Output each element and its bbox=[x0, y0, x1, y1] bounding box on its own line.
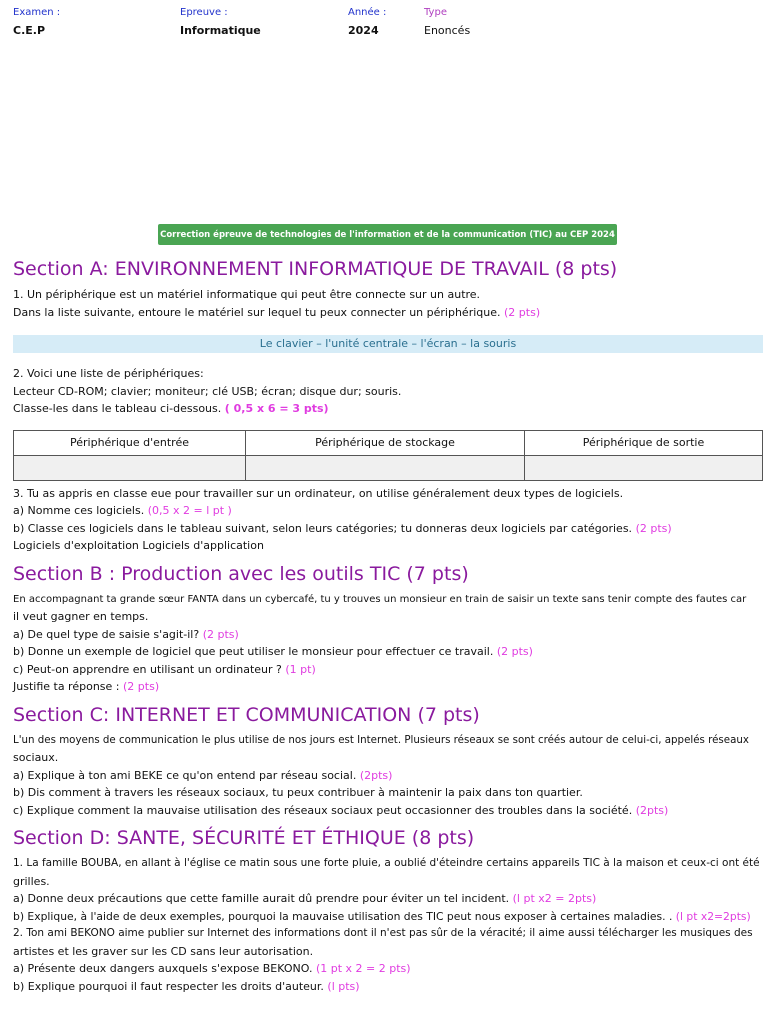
question-line: b) Donne un exemple de logiciel que peut utiliser le monsieur pour effectuer ce travail. bbox=[13, 645, 494, 658]
table-header: Périphérique de stockage bbox=[246, 430, 525, 455]
question-text bbox=[13, 908, 758, 926]
correction-banner-button[interactable]: Correction épreuve de technologies de l'information et de la communication (TIC) au CEP 2024 bbox=[158, 224, 617, 245]
meta-value: C.E.P bbox=[13, 24, 46, 37]
meta-value: 2024 bbox=[348, 24, 379, 37]
question-line: a) Explique à ton ami BEKE ce qu'on entend par réseau social. bbox=[13, 768, 357, 782]
table-row bbox=[14, 455, 763, 480]
section-points: (8 pts) bbox=[554, 258, 618, 280]
question-line: Classe-les dans le tableau ci-dessous. bbox=[13, 402, 222, 415]
question-text: 1. Un périphérique est un matériel informatique qui peut être connecte sur un autre. bbox=[13, 288, 481, 301]
meta-exam bbox=[13, 6, 60, 38]
question-line: Justifie ta réponse : bbox=[13, 680, 120, 693]
question-line: b) Classe ces logiciels dans le tableau suivant, selon leurs catégories; tu donneras deux logiciels par catégories. bbox=[13, 521, 633, 535]
points-label: (2 pts) bbox=[123, 680, 160, 693]
question-text bbox=[13, 520, 758, 538]
question-line: b) Explique pourquoi il faut respecter les droits d'auteur. bbox=[13, 979, 324, 993]
section-d-title bbox=[13, 825, 758, 851]
meta-type bbox=[424, 6, 470, 38]
question-text: sociaux. bbox=[13, 751, 59, 764]
table-header: Périphérique d'entrée bbox=[14, 430, 246, 455]
question-line: c) Explique comment la mauvaise utilisation des réseaux sociaux peut occasionner des troubles dans la société. bbox=[13, 803, 633, 817]
question-line: Dans la liste suivante, entoure le matériel sur lequel tu peux connecter un périphérique. bbox=[13, 305, 501, 319]
points-label: (0,5 x 2 = l pt ) bbox=[147, 504, 232, 517]
device-list-highlight: Le clavier – l'unité centrale – l'écran – la souris bbox=[13, 335, 763, 353]
points-label: (2pts) bbox=[359, 768, 393, 782]
document-meta bbox=[13, 6, 755, 46]
question-text bbox=[13, 767, 758, 785]
question-line: a) Nomme ces logiciels. bbox=[13, 504, 145, 517]
points-label: (2 pts) bbox=[504, 305, 541, 319]
meta-label: Epreuve : bbox=[180, 7, 228, 18]
meta-value: Informatique bbox=[180, 24, 261, 37]
section-points: (7 pts) bbox=[406, 562, 469, 585]
question-text bbox=[13, 890, 758, 908]
question-text: b) Dis comment à travers les réseaux sociaux, tu peux contribuer à maintenir la paix dans ton quartier. bbox=[13, 786, 583, 799]
points-label: (l pt x2=2pts) bbox=[675, 909, 751, 923]
question-line: b) Explique, à l'aide de deux exemples, pourquoi la mauvaise utilisation des TIC peut nous exposer à certaines maladies. . bbox=[13, 909, 673, 923]
section-points: (8 pts) bbox=[411, 827, 475, 849]
section-c-title bbox=[13, 702, 758, 728]
table-header: Périphérique de sortie bbox=[525, 430, 763, 455]
question-line: c) Peut-on apprendre en utilisant un ordinateur ? bbox=[13, 662, 282, 676]
question-text: grilles. bbox=[13, 874, 50, 888]
question-text: 2. Ton ami BEKONO aime publier sur Internet des informations dont il n'est pas sûr de la véracité; il aime aussi télécharger les musiques des bbox=[13, 927, 753, 939]
question-text bbox=[13, 678, 758, 696]
table-cell[interactable] bbox=[525, 455, 763, 480]
question-text: Logiciels d'exploitation Logiciels d'application bbox=[13, 539, 264, 552]
question-text bbox=[13, 626, 758, 644]
question-text bbox=[13, 400, 758, 418]
meta-label: Type bbox=[424, 7, 447, 18]
section-title-text: Section C: INTERNET ET COMMUNICATION bbox=[13, 703, 412, 726]
question-text bbox=[13, 661, 758, 679]
table-header-row bbox=[14, 430, 763, 455]
points-label: (1 pt x 2 = 2 pts) bbox=[315, 962, 411, 975]
question-text: L'un des moyens de communication le plus utilise de nos jours est Internet. Plusieurs réseaux se sont créés autour de celui-ci, appelés réseaux bbox=[13, 733, 749, 746]
question-text: 3. Tu as appris en classe eue pour travailler sur un ordinateur, on utilise généralement deux types de logiciels. bbox=[13, 486, 624, 500]
exam-content bbox=[13, 256, 758, 995]
points-label: ( 0,5 x 6 = 3 pts) bbox=[224, 402, 329, 415]
peripheral-table bbox=[13, 430, 763, 481]
question-text bbox=[13, 643, 758, 661]
question-text bbox=[13, 960, 758, 978]
meta-label: Examen : bbox=[13, 7, 61, 18]
question-line: a) Donne deux précautions que cette famille aurait dû prendre pour éviter un tel incident. bbox=[13, 892, 510, 905]
question-line: a) Présente deux dangers auxquels s'expose BEKONO. bbox=[13, 962, 313, 975]
meta-subject bbox=[180, 6, 261, 38]
points-label: (1 pt) bbox=[285, 662, 316, 676]
question-text bbox=[13, 304, 758, 322]
section-title-text: Section A: ENVIRONNEMENT INFORMATIQUE DE TRAVAIL bbox=[13, 258, 549, 280]
question-text bbox=[13, 802, 758, 820]
points-label: (2pts) bbox=[635, 803, 669, 817]
meta-label: Année : bbox=[348, 7, 387, 18]
question-text: 1. La famille BOUBA, en allant à l'église ce matin sous une forte pluie, a oublié d'éteindre certains appareils TIC à la maison et ceux-ci ont été bbox=[13, 857, 760, 869]
question-text bbox=[13, 978, 758, 996]
section-points: (7 pts) bbox=[417, 703, 480, 726]
table-cell[interactable] bbox=[14, 455, 246, 480]
question-text: artistes et les graver sur les CD sans leur autorisation. bbox=[13, 944, 314, 958]
table-cell[interactable] bbox=[246, 455, 525, 480]
meta-value: Enoncés bbox=[424, 24, 471, 37]
question-text: Lecteur CD-ROM; clavier; moniteur; clé USB; écran; disque dur; souris. bbox=[13, 384, 402, 398]
points-label: (2 pts) bbox=[635, 521, 672, 535]
question-line: a) De quel type de saisie s'agit-il? bbox=[13, 627, 200, 641]
points-label: (2 pts) bbox=[496, 645, 533, 658]
meta-year bbox=[348, 6, 386, 38]
question-text: il veut gagner en temps. bbox=[13, 610, 149, 623]
section-title-text: Section D: SANTE, SÉCURITÉ ET ÉTHIQUE bbox=[13, 827, 406, 849]
section-a-title bbox=[13, 256, 758, 282]
section-title-text: Section B : Production avec les outils TIC bbox=[13, 562, 401, 585]
section-b-title bbox=[13, 561, 758, 587]
question-text: 2. Voici une liste de périphériques: bbox=[13, 367, 204, 380]
question-text: En accompagnant ta grande sœur FANTA dans un cybercafé, tu y trouves un monsieur en train de saisir un texte sans tenir compte des fautes car bbox=[13, 593, 747, 605]
points-label: (2 pts) bbox=[202, 627, 239, 641]
question-text bbox=[13, 502, 758, 520]
points-label: (l pts) bbox=[327, 979, 360, 993]
points-label: (l pt x2 = 2pts) bbox=[512, 892, 597, 905]
